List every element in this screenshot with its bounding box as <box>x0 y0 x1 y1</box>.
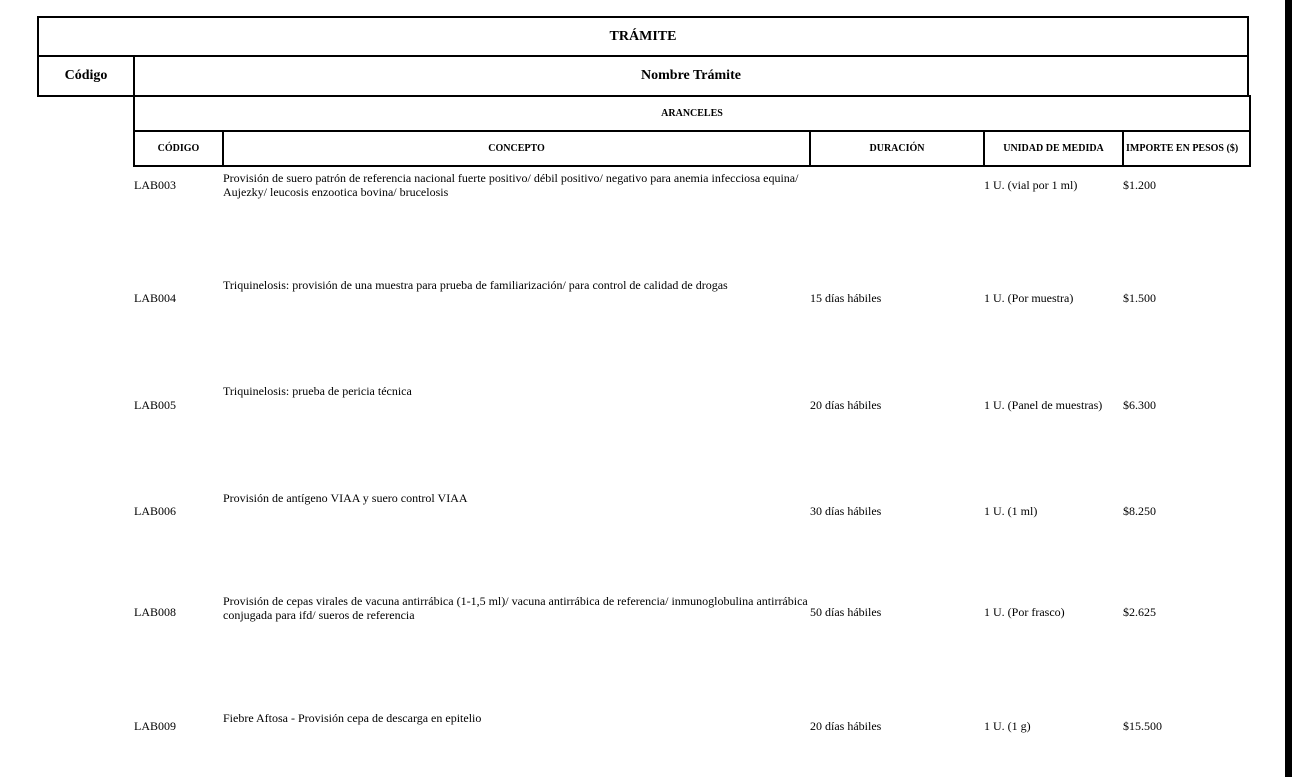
row-concepto: Provisión de antígeno VIAA y suero control VIAA <box>223 491 468 505</box>
row-codigo: LAB008 <box>134 605 176 619</box>
row-importe: $8.250 <box>1123 504 1156 518</box>
row-importe: $6.300 <box>1123 398 1156 412</box>
row-concepto: Triquinelosis: provisión de una muestra para prueba de familiarización/ para control de calidad de drogas <box>223 278 728 292</box>
column-header-importe: IMPORTE EN PESOS ($) <box>1122 130 1251 167</box>
page-edge-border <box>1285 0 1292 777</box>
row-duracion: 30 días hábiles <box>810 504 882 518</box>
row-unidad: 1 U. (Por muestra) <box>984 291 1074 305</box>
column-header-codigo: CÓDIGO <box>133 130 224 167</box>
row-codigo: LAB009 <box>134 719 176 733</box>
column-header-duracion: DURACIÓN <box>809 130 985 167</box>
row-duracion: 50 días hábiles <box>810 605 882 619</box>
row-concepto: Triquinelosis: prueba de pericia técnica <box>223 384 412 398</box>
row-unidad: 1 U. (1 ml) <box>984 504 1038 518</box>
aranceles-title: ARANCELES <box>133 95 1251 132</box>
row-unidad: 1 U. (1 g) <box>984 719 1031 733</box>
row-concepto: Provisión de cepas virales de vacuna antirrábica (1-1,5 ml)/ vacuna antirrábica de referencia/ inmunoglobulina antirrábica conjugada para ifd/ sueros de referencia <box>223 594 808 622</box>
column-header-unidad: UNIDAD DE MEDIDA <box>983 130 1124 167</box>
row-unidad: 1 U. (Por frasco) <box>984 605 1065 619</box>
row-importe: $1.200 <box>1123 178 1156 192</box>
row-duracion: 15 días hábiles <box>810 291 882 305</box>
row-importe: $1.500 <box>1123 291 1156 305</box>
row-codigo: LAB004 <box>134 291 176 305</box>
row-unidad: 1 U. (vial por 1 ml) <box>984 178 1078 192</box>
row-importe: $2.625 <box>1123 605 1156 619</box>
nombre-tramite-header: Nombre Trámite <box>133 55 1249 97</box>
row-importe: $15.500 <box>1123 719 1162 733</box>
column-header-concepto: CONCEPTO <box>222 130 811 167</box>
row-unidad: 1 U. (Panel de muestras) <box>984 398 1103 412</box>
row-codigo: LAB003 <box>134 178 176 192</box>
tramite-title: TRÁMITE <box>37 16 1249 57</box>
codigo-header: Código <box>37 55 135 97</box>
row-concepto: Provisión de suero patrón de referencia nacional fuerte positivo/ débil positivo/ negativo para anemia infecciosa equina/ Aujezky/ leucosis enzootica bovina/ brucelosis <box>223 171 799 199</box>
row-duracion: 20 días hábiles <box>810 719 882 733</box>
row-concepto: Fiebre Aftosa - Provisión cepa de descarga en epitelio <box>223 711 482 725</box>
row-codigo: LAB006 <box>134 504 176 518</box>
row-duracion: 20 días hábiles <box>810 398 882 412</box>
row-codigo: LAB005 <box>134 398 176 412</box>
